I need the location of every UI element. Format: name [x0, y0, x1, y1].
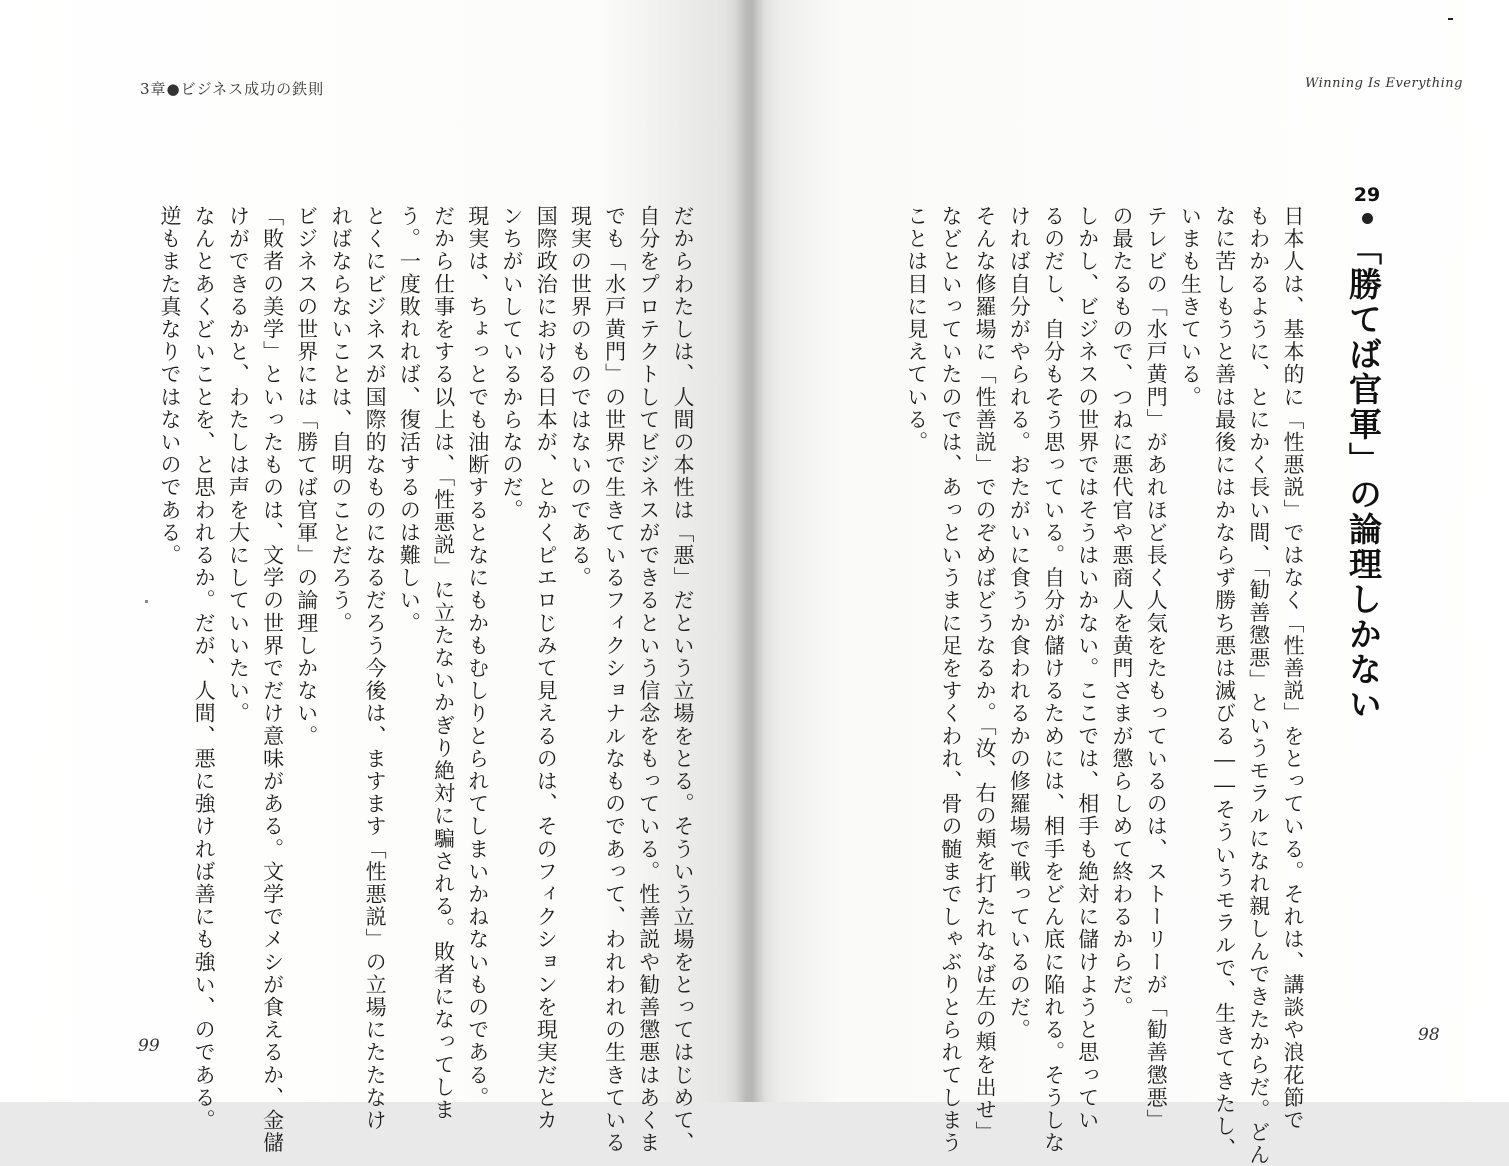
text-line: なに苦しもうと善は最後にはかならず勝ち悪は滅びる――そういうモラルで、生きてきたし、	[1212, 205, 1237, 1161]
text-line: だから仕事をする以上は、「性悪説」に立たないかぎり絶対に騙される。敗者になってしま	[431, 205, 456, 1122]
text-line: 現実は、ちょっとでも油断するとなにもかもむしりとられてしまいかねないものである。	[465, 205, 490, 1109]
text-line: などといっていたのでは、あっというまに足をすくわれ、骨の髄までしゃぶりとられてしまう	[938, 205, 963, 1155]
text-line: でも「水戸黄門」の世界で生きているフィクショナルなものであって、われわれの生きている	[602, 205, 627, 1155]
left-running-head: 3章●ビジネス成功の鉄則	[140, 80, 325, 98]
text-line: なんとあくどいことを、と思われるか。だが、人間、悪に強ければ善にも強い、のである。	[192, 205, 217, 1132]
chapter-bullet-icon	[1362, 213, 1373, 224]
text-line: しかし、ビジネスの世界ではそうはいかない。ここでは、相手も絶対に儲けようと思ってい	[1075, 205, 1100, 1132]
right-running-head: Winning Is Everything	[1305, 76, 1463, 91]
text-line: 「敗者の美学」といったものは、文学の世界でだけ意味がある。文学でメシが食えるか、金儲	[260, 205, 285, 1155]
text-line: ればならないことは、自明のことだろう。	[328, 205, 353, 635]
text-line: ことは目に見えている。	[904, 205, 929, 454]
chapter-number: 29	[1353, 184, 1381, 206]
right-page-number: 98	[1418, 1025, 1440, 1045]
text-line: 国際政治における日本が、とかくピエロじみて見えるのは、そのフィクションを現実だとカ	[534, 205, 559, 1132]
text-line: そんな修羅場に「性善説」でのぞめばどうなるか。「汝、右の頬を打たれなば左の頬を出せ」	[973, 205, 998, 1144]
text-line: ければ自分がやられる。おたがいに食うか食われるかの修羅場で戦っているのだ。	[1007, 205, 1032, 1042]
text-line: ンちがいしているからなのだ。	[499, 205, 524, 522]
text-line: テレビの「水戸黄門」があれほど長く人気をたもっているのは、ストーリーが「勧善懲悪」	[1144, 205, 1169, 1132]
text-line: もわかるように、とにかく長い間、「勧善懲悪」というモラルになれ親しんできたからだ。どん	[1246, 205, 1271, 1166]
text-line: けができるかと、わたしは声を大にしていいたい。	[226, 205, 251, 725]
text-line: の最たるもので、つねに悪代官や悪商人を黄門さまが懲らしめて終わるからだ。	[1109, 205, 1134, 1019]
text-line: るのだし、自分もそう思っている。自分が儲けるためには、相手をどん底に陥れる。そうしな	[1041, 205, 1066, 1155]
scan-mark	[1448, 18, 1453, 20]
text-line: とくにビジネスが国際的なものになるだろう今後は、ますます「性悪説」の立場にたたなけ	[363, 205, 388, 1132]
text-line: ビジネスの世界には「勝てば官軍」の論理しかない。	[294, 205, 319, 748]
text-line: 自分をプロテクトしてビジネスができるという信念をもっている。性善説や勧善懲悪はあくま	[636, 205, 661, 1155]
text-line: う。一度敗れれば、復活するのは難しい。	[397, 205, 422, 635]
text-line: 逆もまた真なりではないのである。	[157, 205, 182, 567]
text-line: 現実の世界のものではないのである。	[568, 205, 593, 590]
right-page-body	[878, 205, 1310, 1166]
left-page-number: 99	[138, 1036, 160, 1056]
text-line: 日本人は、基本的に「性悪説」ではなく「性善説」をとっている。それは、講談や浪花節で	[1281, 205, 1305, 1132]
chapter-title: 「勝てば官軍」の論理しかない	[1344, 232, 1383, 722]
scan-mark	[145, 600, 148, 603]
text-line: いまも生きている。	[1178, 205, 1203, 409]
text-line: だからわたしは、人間の本性は「悪」だという立場をとる。そういう立場をとってはじめて、	[671, 205, 695, 1155]
